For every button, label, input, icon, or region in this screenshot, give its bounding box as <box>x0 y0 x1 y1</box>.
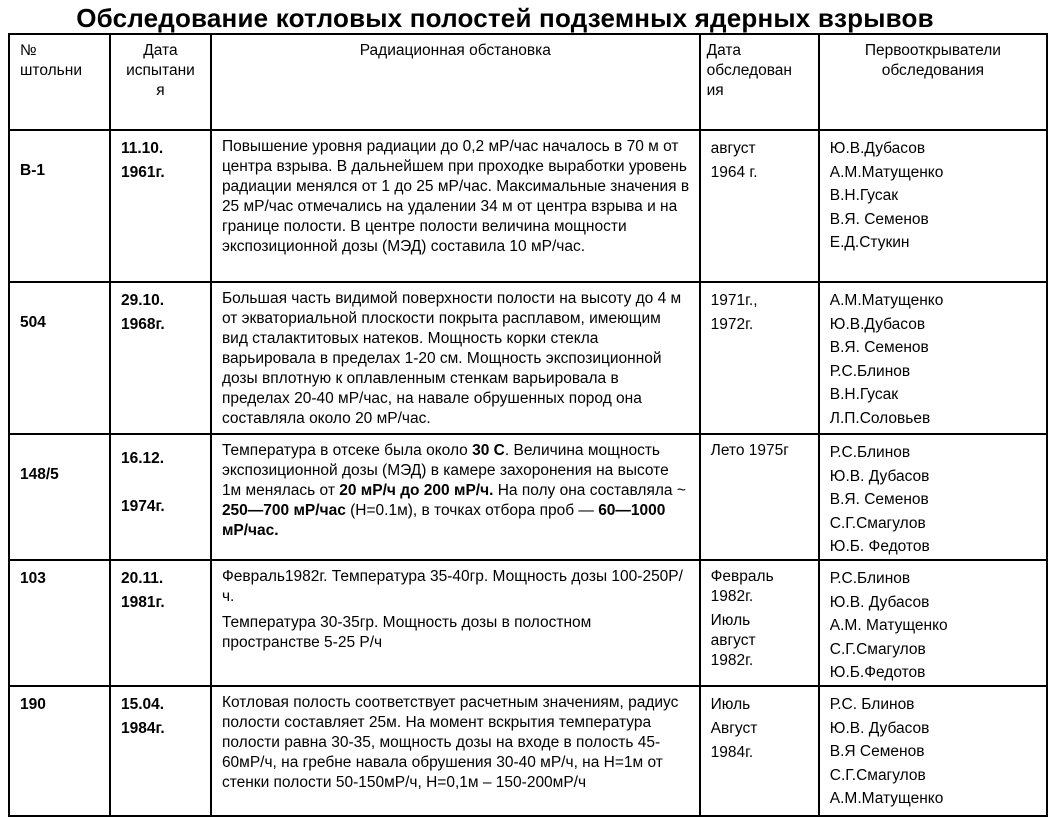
discoverer-name: А.М.Матущенко <box>829 790 944 808</box>
survey-date-line: Февраль <box>710 567 774 585</box>
survey-date-cell <box>700 130 819 282</box>
survey-date-cell <box>700 434 819 560</box>
radiation-text-part: (Н=0.1м), в точках отбора проб — <box>345 502 599 519</box>
discoverer-name: С.Г.Смагулов <box>829 766 926 784</box>
discoverer-name: Р.С. Блинов <box>829 695 915 713</box>
test-date-cell <box>110 282 211 434</box>
survey-date-line: август <box>710 140 756 157</box>
table-row <box>9 686 1047 816</box>
header-survey-date-line: обследован <box>706 62 792 79</box>
discoverer-name: В.Я. Семенов <box>829 339 929 357</box>
stolnya-cell: 148/5 <box>9 434 110 560</box>
radiation-text-part: На полу она составляла ~ <box>493 482 686 499</box>
stolnya-cell: 504 <box>9 282 110 434</box>
header-discoverers-line: обследования <box>881 62 985 79</box>
header-survey-date-line: Дата <box>706 42 741 59</box>
header-test-date-line: я <box>156 82 165 99</box>
discoverer-name: Р.С.Блинов <box>829 362 911 380</box>
survey-date-line: Лето 1975г <box>710 442 789 459</box>
test-date-day: 11.10. <box>120 140 164 157</box>
radiation-cell: Повышение уровня радиации до 0,2 мР/час началось в 70 м от центра взрыва. В дальнейшем при проходке выработки уровень радиации менялся от 1 до 25 мР/час. Максимальные значения в 25 мР/час отмечались на удалении 34 м от центра взрыва и на границе полости. В центре полости величина мощности экспозиционной дозы (МЭД) составила 10 мР/час. <box>211 130 700 282</box>
radiation-paragraph: Температура 30-35гр. Мощность дозы в полостном пространстве 5-25 Р/ч <box>221 613 592 651</box>
survey-date-line: август <box>710 631 756 649</box>
discoverer-name: Р.С.Блинов <box>829 444 911 461</box>
test-date-day: 16.12. <box>120 450 165 467</box>
header-stolnya-line: штольни <box>20 62 82 79</box>
discoverer-name: В.Я. Семенов <box>829 491 929 509</box>
survey-date-line: 1964 г. <box>710 164 758 181</box>
test-date-year: 1984г. <box>120 719 165 737</box>
table-row <box>9 130 1047 282</box>
test-date-day: 15.04. <box>120 695 165 713</box>
test-date-cell <box>110 686 211 816</box>
discoverer-name: Ю.Б.Федотов <box>829 664 926 682</box>
radiation-paragraph: Февраль1982г. Температура 35-40гр. Мощность дозы 100-250Р/ч. <box>221 567 683 605</box>
radiation-text-bold: 250—700 мР/час <box>221 502 346 519</box>
survey-date-line: Июль <box>710 611 751 629</box>
survey-date-line: 1984г. <box>710 743 754 761</box>
radiation-cell: Большая часть видимой поверхности полости на высоту до 4 м от экваториальной плоскости покрыта расплавом, имеющим вид сталактитовых натеков. Мощность корки стекла варьировала в пределах 1-20 см. Мощность экспозиционной дозы вплотную к оплавленным стенкам варьировала в пределах 20-40 мР/час, на навале обрушенных пород она составляла около 20 мР/час. <box>211 282 700 434</box>
test-date-year: 1981г. <box>120 593 165 611</box>
survey-date-cell <box>700 560 819 686</box>
table-row <box>9 434 1047 560</box>
survey-date-line: Август <box>710 719 758 737</box>
header-test-date-line: Дата <box>143 42 178 59</box>
table-row <box>9 560 1047 686</box>
survey-date-cell <box>700 282 819 434</box>
discoverers-cell <box>819 130 1047 282</box>
test-date-cell <box>110 434 211 560</box>
radiation-text-part: . Величина мощность экспозиционной дозы (МЭД) в камере захоронения на высоте 1м менялась от <box>221 442 669 499</box>
radiation-text-part: Температура в отсеке была около <box>221 442 473 459</box>
discoverers-cell <box>819 434 1047 560</box>
discoverer-name: Ю.В. Дубасов <box>829 593 930 611</box>
header-radiation <box>211 34 700 130</box>
discoverer-name: Е.Д.Стукин <box>829 234 910 252</box>
discoverer-name: Ю.Б. Федотов <box>829 538 930 556</box>
survey-date-line: 1972г. <box>710 316 754 333</box>
header-stolnya-line: № <box>20 42 37 59</box>
test-date-day: 29.10. <box>120 292 165 309</box>
discoverer-name: Л.П.Соловьев <box>829 409 931 427</box>
header-survey-date <box>700 34 819 130</box>
discoverer-name: Ю.В. Дубасов <box>829 719 930 737</box>
header-discoverers-line: Первооткрыватели <box>864 42 1001 59</box>
radiation-cell: Котловая полость соответствует расчетным значениям, радиус полости составляет 25м. На момент вскрытия температура полости равна 30-35, мощность дозы на входе в полость 45-60мР/ч, на гребне навала обрушения 30-40 мР/ч, на Н=1м от стенки полости 50-150мР/ч, Н=0,1м – 150-200мР/ч <box>211 686 700 816</box>
discoverer-name: Ю.В. Дубасов <box>829 467 930 485</box>
table-row <box>9 282 1047 434</box>
survey-date-cell <box>700 686 819 816</box>
discoverers-cell <box>819 686 1047 816</box>
radiation-text-bold: 30 С <box>472 442 505 459</box>
discoverer-name: С.Г.Смагулов <box>829 514 926 532</box>
radiation-cell <box>211 434 700 560</box>
discoverers-cell <box>819 282 1047 434</box>
discoverer-name: А.М.Матущенко <box>829 163 944 181</box>
survey-date-line: 1982г. <box>710 587 754 605</box>
test-date-cell <box>110 130 211 282</box>
test-date-year: 1961г. <box>120 164 165 181</box>
discoverers-cell <box>819 560 1047 686</box>
header-survey-date-line: ия <box>706 82 724 99</box>
survey-date-line: 1982г. <box>710 651 754 669</box>
table-header-row <box>9 34 1047 130</box>
test-date-year: 1974г. <box>120 498 165 515</box>
discoverer-name: Р.С.Блинов <box>829 569 911 587</box>
discoverer-name: В.Н.Гусак <box>829 187 899 205</box>
header-test-date <box>110 34 211 130</box>
discoverer-name: Ю.В.Дубасов <box>829 140 926 157</box>
page-title: Обследование котловых полостей подземных ядерных взрывов <box>76 3 934 33</box>
stolnya-cell: 103 <box>9 560 110 686</box>
survey-date-line: Июль <box>710 695 751 713</box>
header-radiation-label: Радиационная обстановка <box>359 42 551 59</box>
test-date-day: 20.11. <box>120 569 164 587</box>
header-discoverers <box>819 34 1047 130</box>
header-stolnya <box>9 34 110 130</box>
discoverer-name: В.Н.Гусак <box>829 386 899 404</box>
test-date-cell <box>110 560 211 686</box>
discoverer-name: В.Я. Семенов <box>829 210 929 228</box>
survey-table <box>8 33 1048 817</box>
survey-date-line: 1971г., <box>710 292 758 309</box>
discoverer-name: А.М.Матущенко <box>829 292 944 309</box>
stolnya-cell: В-1 <box>9 130 110 282</box>
radiation-cell <box>211 560 700 686</box>
discoverer-name: В.Я Семенов <box>829 743 925 761</box>
radiation-text-bold: 60—1000 мР/час. <box>221 502 666 539</box>
header-test-date-line: испытани <box>126 62 195 79</box>
radiation-text-bold: 20 мР/ч до 200 мР/ч. <box>339 482 494 499</box>
discoverer-name: С.Г.Смагулов <box>829 640 926 658</box>
stolnya-cell: 190 <box>9 686 110 816</box>
test-date-gap <box>121 471 210 495</box>
discoverer-name: Ю.В.Дубасов <box>829 315 926 333</box>
discoverer-name: А.М. Матущенко <box>829 617 948 635</box>
test-date-year: 1968г. <box>120 316 165 333</box>
